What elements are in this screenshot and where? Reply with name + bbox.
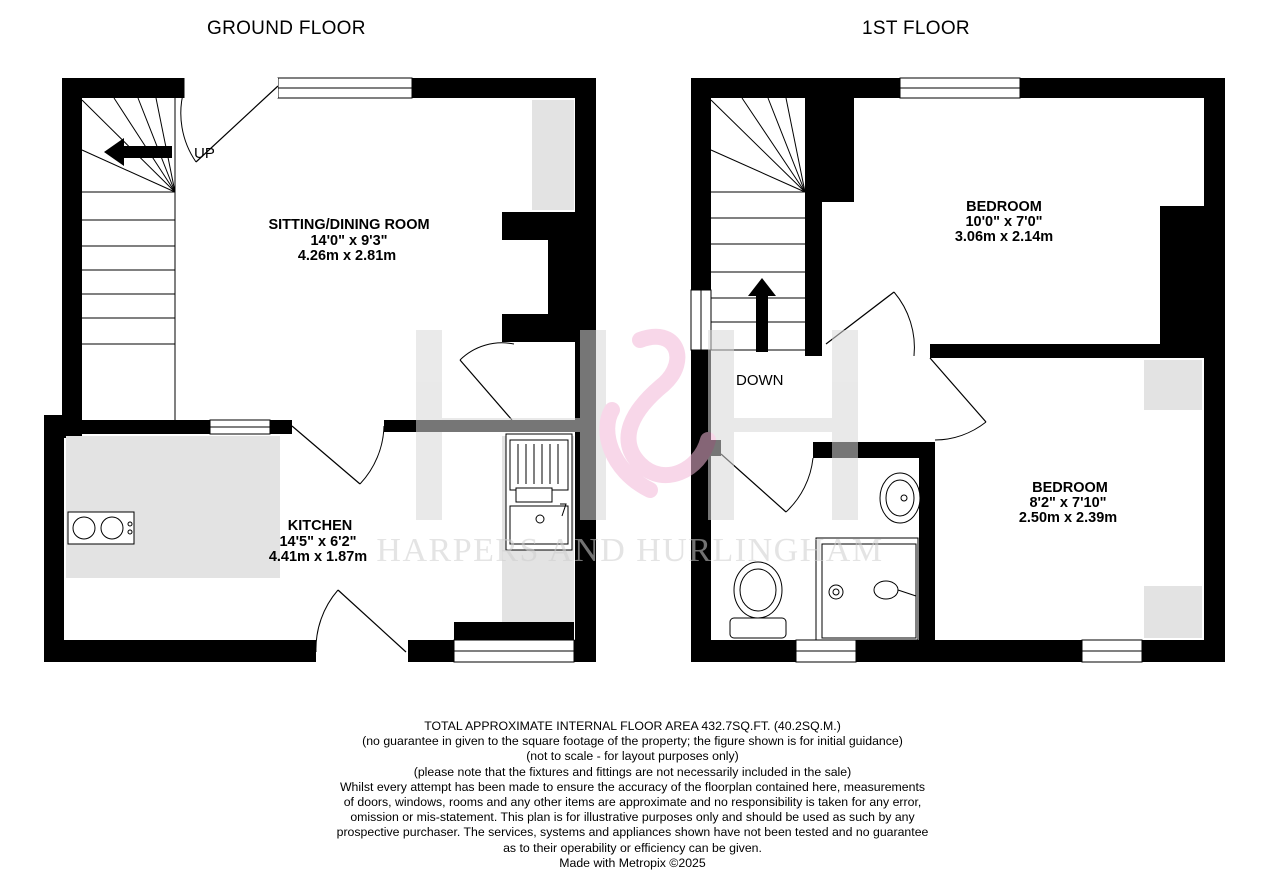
bedroom2-imperial: 8'2" x 7'10" (1029, 495, 1107, 511)
bedroom1-imperial: 10'0" x 7'0" (965, 214, 1043, 230)
down-label: DOWN (736, 372, 784, 389)
cupboard (1160, 206, 1204, 344)
ground-floor-title: GROUND FLOOR (207, 18, 366, 39)
kitchen-worktop (66, 436, 138, 578)
sitting-room-imperial: 14'0" x 9'3" (310, 233, 388, 249)
basin-icon (880, 473, 920, 523)
front-door-opening (184, 78, 278, 98)
ground-floor-plan (44, 78, 596, 662)
footer-line: (not to scale - for layout purposes only) (526, 749, 739, 764)
footer-line: of doors, windows, rooms and any other items are approximate and no responsibility is taken for any error, (343, 795, 922, 810)
bedroom2-name: BEDROOM (1032, 480, 1108, 496)
disclaimer-footer (300, 719, 965, 871)
alcove-shade (1144, 586, 1202, 638)
bedroom1-name: BEDROOM (966, 199, 1042, 215)
hob-icon (68, 512, 134, 544)
alcove-shade (532, 100, 574, 210)
footer-line: TOTAL APPROXIMATE INTERNAL FLOOR AREA 432.7SQ.FT. (40.2SQ.M.) (424, 719, 841, 733)
first-floor-title: 1ST FLOOR (862, 18, 970, 39)
watermark-text: HARPERS AND HURLINGHAM (376, 532, 884, 569)
bathroom-north-wall (813, 442, 935, 458)
back-door-opening (316, 640, 408, 662)
landing-extension (919, 358, 935, 442)
bedroom2-metric: 2.50m x 2.39m (1018, 510, 1118, 526)
footer-line: Whilst every attempt has been made to ensure the accuracy of the floorplan contained here, measurements (339, 779, 926, 794)
kitchen-imperial: 14'5" x 6'2" (279, 534, 357, 550)
sitting-room-name: SITTING/DINING ROOM (268, 217, 430, 233)
kitchen-metric: 4.41m x 1.87m (268, 549, 368, 565)
chimney-breast (502, 314, 575, 342)
footer-line: (please note that the fixtures and fittings are not necessarily included in the sale) (413, 764, 852, 779)
stair-wall (805, 98, 822, 356)
bedroom1-metric: 3.06m x 2.14m (954, 229, 1054, 245)
sitting-room-metric: 4.26m x 2.81m (297, 248, 397, 264)
footer-line: prospective purchaser. The services, systems and appliances shown have not been tested and no guarantee (336, 825, 929, 840)
up-label: UP (194, 145, 215, 162)
kitchen-west-wall (44, 415, 64, 662)
chimney-breast (822, 98, 854, 202)
kitchen-door-opening (292, 420, 384, 434)
footer-line: as to their operability or efficiency can be given. (503, 840, 762, 855)
footer-line: omission or mis-statement. This plan is for illustrative purposes only and should be used as such by any (350, 810, 915, 825)
stair-west-wall (62, 98, 82, 438)
footer-line: (no guarantee in given to the square footage of the property; the figure shown is for initial guidance) (362, 734, 903, 749)
bathroom-east-wall (919, 442, 935, 640)
first-floor-plan (691, 78, 1225, 662)
toilet-icon (730, 562, 786, 638)
window-sill (454, 622, 574, 640)
alcove-shade (1144, 360, 1202, 410)
kitchen-name: KITCHEN (287, 518, 353, 534)
bedroom-divider-wall (930, 344, 1204, 358)
footer-line: Made with Metropix ©2025 (559, 855, 706, 870)
